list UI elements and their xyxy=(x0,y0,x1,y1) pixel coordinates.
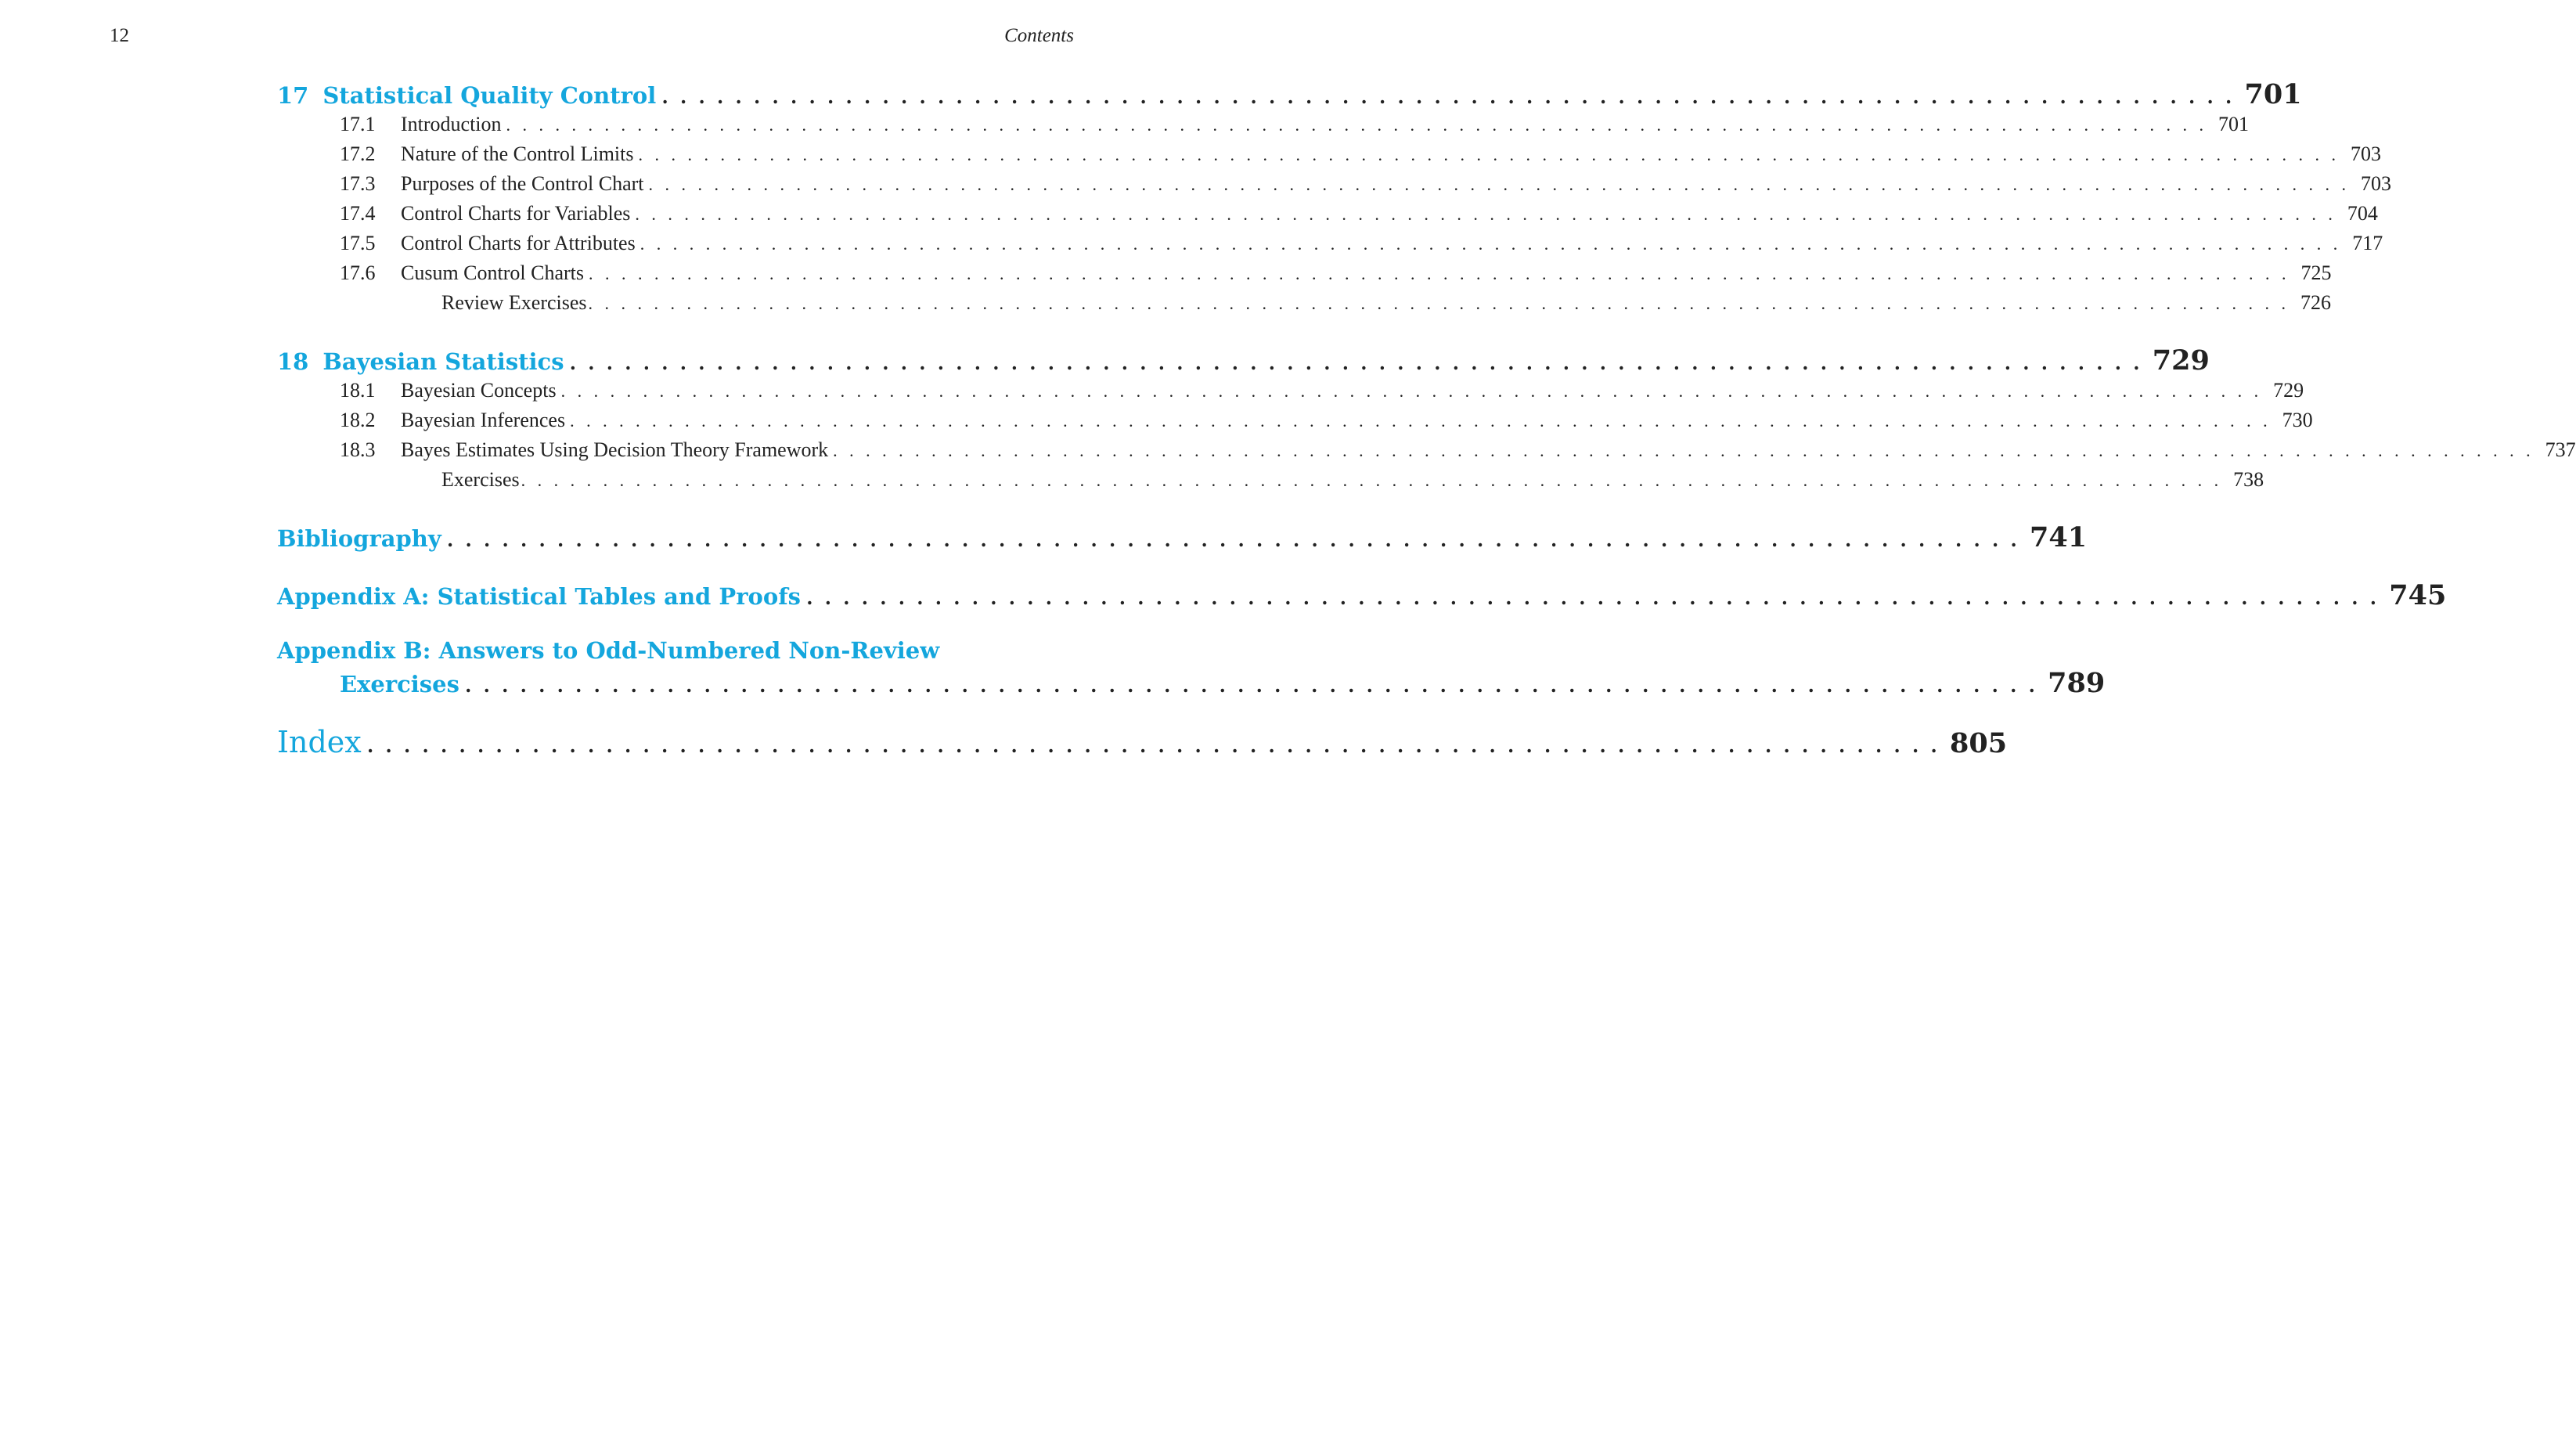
spacer xyxy=(277,614,1074,637)
section-title: Purposes of the Control Chart xyxy=(401,172,644,195)
leader-dots: . . . . . . . . . . . . . . . . . . . . . . . . . . . . . . . . . . . . . . . . . . . . . . . . . . . . . . . . . . . . . . . . . . . . . . . . . . . . . . . . . . . . . . . . . . . . . . . . . . . . . . . . xyxy=(639,234,2342,254)
leader-dots: . . . . . . . . . . . . . . . . . . . . . . . . . . . . . . . . . . . . . . . . . . . . . . . . . . . . . . . . . . . . . . . . . . . . . . . . . . . . . . . . . . . . . . . . . . . . . . . . . . . . . . . . xyxy=(635,204,2336,224)
section-title: Bayesian Inferences xyxy=(401,409,566,431)
exercises-title: Exercises xyxy=(441,468,520,491)
section-page: 730 xyxy=(2282,409,2313,431)
appendix-b-page: 789 xyxy=(2048,667,2106,699)
leader-dots: . . . . . . . . . . . . . . . . . . . . . . . . . . . . . . . . . . . . . . . . . . . . . . . . . . . . . . . . . . . . . . . . . . . . . . . . . . . . . . . . . . . . . . xyxy=(570,351,2143,374)
chapter-number: 18 xyxy=(277,348,309,375)
bibliography-entry[interactable] xyxy=(277,521,2088,556)
section-number: 17.6 xyxy=(340,261,376,284)
section-number: 18.1 xyxy=(340,379,376,402)
section-number: 18.2 xyxy=(340,409,376,431)
index-title[interactable]: Index xyxy=(277,725,362,759)
chapter-title[interactable] xyxy=(277,82,656,109)
leader-dots: . . . . . . . . . . . . . . . . . . . . . . . . . . . . . . . . . . . . . . . . . . . . . . . . . . . . . . . . . . . . . . . . . . . . . . . . . . . . . . . . . . . . . . . . . . . . . . . . . . . . . . . . xyxy=(589,264,2290,283)
chapter-page: 729 xyxy=(2152,344,2210,377)
section-number: 17.1 xyxy=(340,113,376,135)
section-page: 701 xyxy=(2218,113,2250,135)
section-page: 703 xyxy=(2351,142,2382,165)
leader-dots: . . . . . . . . . . . . . . . . . . . . . . . . . . . . . . . . . . . . . . . . . . . . . . . . . . . . . . . . . . . . . . . . . . . . . . . . . . . . . . . . . . . . . . . . . . . . . . . . . . . . . . . . xyxy=(521,470,2223,490)
appendix-b-entry-continued[interactable] xyxy=(340,667,2106,701)
section-page: 717 xyxy=(2352,232,2383,254)
section-entry[interactable] xyxy=(340,261,2332,291)
leader-dots: . . . . . . . . . . . . . . . . . . . . . . . . . . . . . . . . . . . . . . . . . . . . . . . . . . . . . . . . . . . . . . . . . . . . . . . . . . . . . . . . . . . . . . xyxy=(465,673,2039,697)
section-page: 704 xyxy=(2347,202,2378,225)
appendix-b-title-line1[interactable]: Appendix B: Answers to Odd-Numbered Non-Review xyxy=(277,637,940,664)
appendix-b-entry[interactable] xyxy=(277,637,1074,667)
section-page: 737 xyxy=(2545,438,2576,461)
leader-dots: . . . . . . . . . . . . . . . . . . . . . . . . . . . . . . . . . . . . . . . . . . . . . . . . . . . . . . . . . . . . . . . . . . . . . . . . . . . . . . . . . . . . . . . . . . . . . . . . . . . . . . . . xyxy=(560,381,2263,401)
spacer xyxy=(277,556,1074,579)
section-entry[interactable] xyxy=(340,379,2304,409)
running-head xyxy=(110,25,1074,50)
section-page: 729 xyxy=(2273,379,2304,402)
spacer xyxy=(277,498,1074,521)
leader-dots: . . . . . . . . . . . . . . . . . . . . . . . . . . . . . . . . . . . . . . . . . . . . . . . . . . . . . . . . . . . . . . . . . . . . . . . . . . . . . . . . . . . . . . . . . . . . . . . . . . . . . . . . xyxy=(638,145,2340,164)
section-number: 17.2 xyxy=(340,142,376,165)
leader-dots: . . . . . . . . . . . . . . . . . . . . . . . . . . . . . . . . . . . . . . . . . . . . . . . . . . . . . . . . . . . . . . . . . . . . . . . . . . . . . . . . . . . . . . xyxy=(807,586,2380,609)
section-title: Bayes Estimates Using Decision Theory Framework xyxy=(401,438,829,461)
exercises-page: 738 xyxy=(2233,468,2264,491)
appendix-a-page: 745 xyxy=(2389,579,2447,611)
section-entry[interactable] xyxy=(340,142,2382,172)
chapter-title-text: Statistical Quality Control xyxy=(322,82,657,109)
chapter-entry[interactable] xyxy=(277,344,2210,379)
running-title: Contents xyxy=(1004,25,1074,46)
section-title: Bayesian Concepts xyxy=(401,379,557,402)
leader-dots: . . . . . . . . . . . . . . . . . . . . . . . . . . . . . . . . . . . . . . . . . . . . . . . . . . . . . . . . . . . . . . . . . . . . . . . . . . . . . . . . . . . . . . . . . . . . . . . . . . . . . . . . xyxy=(833,441,2535,460)
page-number: 12 xyxy=(110,25,129,46)
leader-dots: . . . . . . . . . . . . . . . . . . . . . . . . . . . . . . . . . . . . . . . . . . . . . . . . . . . . . . . . . . . . . . . . . . . . . . . . . . . . . . . . . . . . . . . . . . . . . . . . . . . . . . . . xyxy=(506,115,2208,135)
section-page: 703 xyxy=(2361,172,2392,195)
table-of-contents xyxy=(277,78,2576,759)
chapter-number: 17 xyxy=(277,82,309,109)
chapter-title-text: Bayesian Statistics xyxy=(322,348,564,375)
leader-dots: . . . . . . . . . . . . . . . . . . . . . . . . . . . . . . . . . . . . . . . . . . . . . . . . . . . . . . . . . . . . . . . . . . . . . . . . . . . . . . . . . . . . . . . . . . . . . . . . . . . . . . . . xyxy=(570,411,2272,431)
section-entry[interactable] xyxy=(340,172,2392,202)
chapter-title[interactable] xyxy=(277,348,564,375)
section-title: Control Charts for Variables xyxy=(401,202,631,225)
spacer xyxy=(277,321,1074,344)
bibliography-title[interactable]: Bibliography xyxy=(277,525,441,552)
leader-dots: . . . . . . . . . . . . . . . . . . . . . . . . . . . . . . . . . . . . . . . . . . . . . . . . . . . . . . . . . . . . . . . . . . . . . . . . . . . . . . . . . . . . . . xyxy=(662,85,2236,108)
appendix-a-title[interactable]: Appendix A: Statistical Tables and Proofs xyxy=(277,583,801,610)
exercises-page: 726 xyxy=(2300,291,2332,314)
exercises-title: Review Exercises xyxy=(441,291,587,314)
index-page: 805 xyxy=(1949,727,2008,759)
section-title: Control Charts for Attributes xyxy=(401,232,636,254)
chapter-entry[interactable] xyxy=(277,78,2302,113)
section-number: 17.4 xyxy=(340,202,376,225)
section-entry[interactable] xyxy=(340,202,2378,232)
leader-dots: . . . . . . . . . . . . . . . . . . . . . . . . . . . . . . . . . . . . . . . . . . . . . . . . . . . . . . . . . . . . . . . . . . . . . . . . . . . . . . . . . . . . . . . . . . . . . . . . . . . . . . . . xyxy=(588,294,2290,313)
section-entry[interactable] xyxy=(340,113,2250,142)
leader-dots: . . . . . . . . . . . . . . . . . . . . . . . . . . . . . . . . . . . . . . . . . . . . . . . . . . . . . . . . . . . . . . . . . . . . . . . . . . . . . . . . . . . . . . xyxy=(367,734,1940,757)
exercises-entry[interactable] xyxy=(441,468,2264,498)
appendix-b-title-line2[interactable]: Exercises xyxy=(340,671,459,697)
leader-dots: . . . . . . . . . . . . . . . . . . . . . . . . . . . . . . . . . . . . . . . . . . . . . . . . . . . . . . . . . . . . . . . . . . . . . . . . . . . . . . . . . . . . . . . . . . . . . . . . . . . . . . . . xyxy=(648,175,2351,194)
appendix-a-entry[interactable] xyxy=(277,579,2447,614)
section-entry[interactable] xyxy=(340,232,2383,261)
exercises-entry[interactable] xyxy=(441,291,2332,321)
chapter-page: 701 xyxy=(2244,78,2302,110)
leader-dots: . . . . . . . . . . . . . . . . . . . . . . . . . . . . . . . . . . . . . . . . . . . . . . . . . . . . . . . . . . . . . . . . . . . . . . . . . . . . . . . . . . . . . . xyxy=(447,528,2020,551)
section-title: Cusum Control Charts xyxy=(401,261,585,284)
section-title: Nature of the Control Limits xyxy=(401,142,634,165)
section-number: 17.3 xyxy=(340,172,376,195)
index-entry[interactable] xyxy=(277,725,2008,759)
bibliography-page: 741 xyxy=(2030,521,2088,553)
section-number: 18.3 xyxy=(340,438,376,461)
section-number: 17.5 xyxy=(340,232,376,254)
section-page: 725 xyxy=(2300,261,2332,284)
section-entry[interactable] xyxy=(340,409,2313,438)
section-title: Introduction xyxy=(401,113,502,135)
section-entry[interactable] xyxy=(340,438,2576,468)
spacer xyxy=(277,701,1074,725)
